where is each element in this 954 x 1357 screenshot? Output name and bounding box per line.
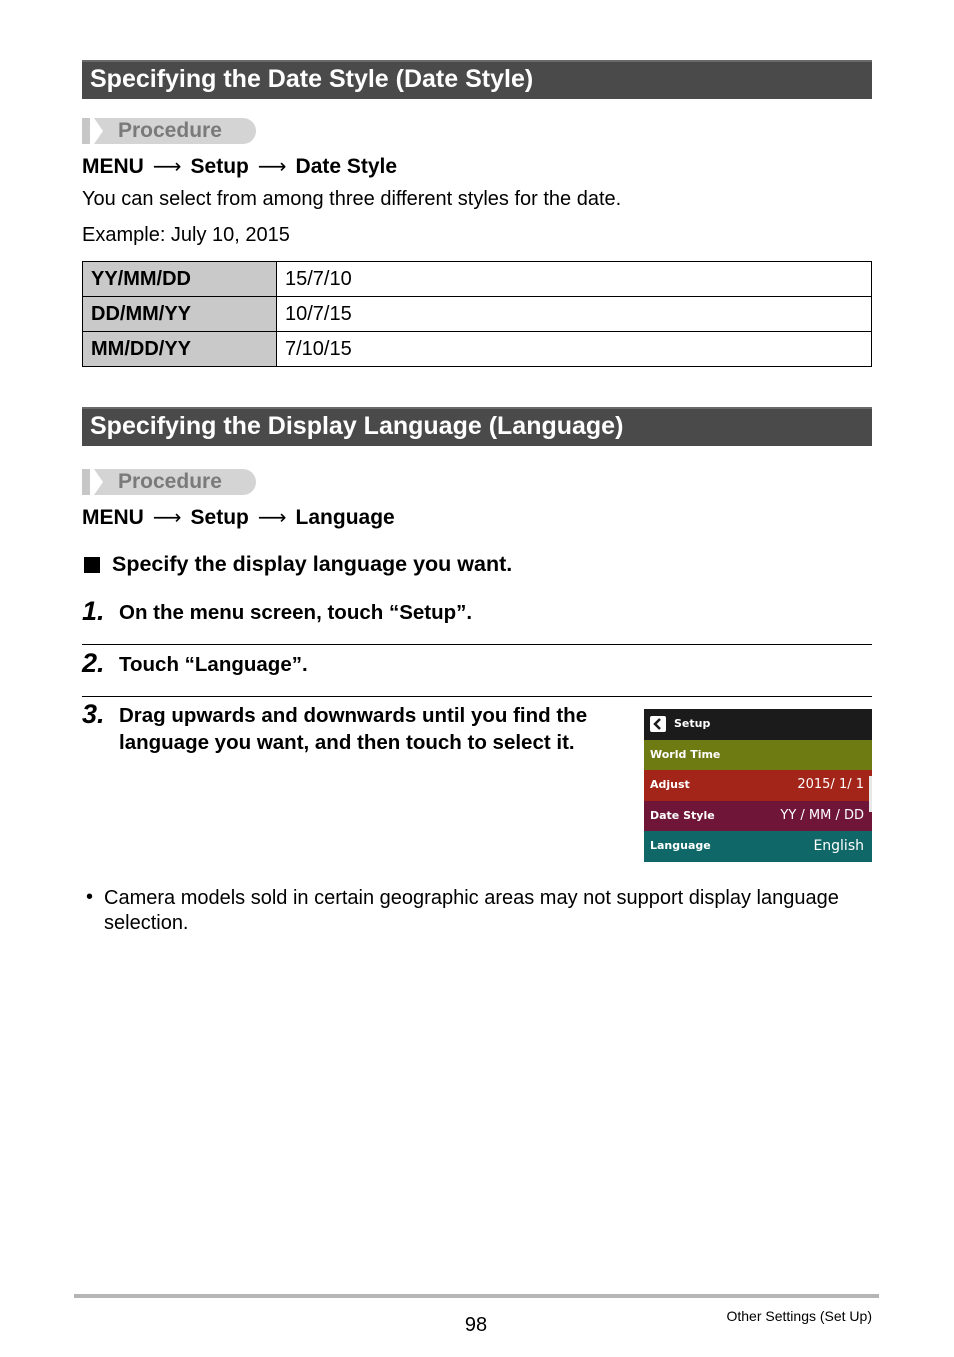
camera-row-date-style bbox=[644, 801, 872, 832]
procedure-badge bbox=[82, 469, 256, 495]
date-style-table bbox=[82, 261, 872, 367]
bullet-icon: • bbox=[86, 886, 94, 908]
menu-path-step: Language bbox=[295, 506, 395, 529]
table-cell-value: 15/7/10 bbox=[277, 262, 872, 297]
menu-path-date-style bbox=[82, 154, 397, 179]
menu-path-step: MENU bbox=[82, 506, 144, 529]
footer-section-name: Other Settings (Set Up) bbox=[726, 1308, 872, 1324]
step-text: Drag upwards and downwards until you find the language you want, and then touch to select it. bbox=[119, 704, 588, 754]
table-row bbox=[83, 332, 872, 367]
menu-path-language bbox=[82, 505, 395, 530]
camera-row-world-time bbox=[644, 740, 872, 771]
arrow-right-icon: ⟶ bbox=[257, 507, 287, 529]
camera-header-title: Setup bbox=[674, 717, 711, 730]
page-number: 98 bbox=[464, 1314, 488, 1336]
divider bbox=[82, 644, 872, 645]
arrow-right-icon: ⟶ bbox=[257, 156, 287, 178]
language-note: Camera models sold in certain geographic areas may not support display language selection. bbox=[104, 887, 839, 934]
camera-row-value: 2015/ 1/ 1 bbox=[797, 777, 864, 793]
date-style-description: You can select from among three different styles for the date. bbox=[82, 188, 622, 210]
section-title-date-style: Specifying the Date Style (Date Style) bbox=[82, 60, 872, 99]
camera-row-adjust bbox=[644, 770, 872, 801]
procedure-label: Procedure bbox=[118, 470, 222, 493]
table-row bbox=[83, 262, 872, 297]
procedure-badge bbox=[82, 118, 256, 144]
camera-row-value: YY / MM / DD bbox=[780, 807, 864, 823]
subheading: Specify the display language you want. bbox=[112, 552, 513, 576]
camera-row-label: World Time bbox=[650, 747, 721, 761]
step-number: 3. bbox=[82, 699, 105, 729]
step-number: 1. bbox=[82, 596, 105, 626]
step-number: 2. bbox=[82, 648, 105, 678]
menu-path-step: Setup bbox=[190, 155, 249, 178]
table-cell-value: 10/7/15 bbox=[277, 297, 872, 332]
date-style-example: Example: July 10, 2015 bbox=[82, 224, 290, 246]
scrollbar-indicator bbox=[869, 776, 872, 812]
camera-setup-screen bbox=[644, 709, 872, 862]
table-row bbox=[83, 297, 872, 332]
back-icon bbox=[650, 716, 666, 732]
table-cell-value: 7/10/15 bbox=[277, 332, 872, 367]
camera-header bbox=[644, 709, 872, 740]
square-bullet-icon bbox=[84, 557, 100, 573]
menu-path-step: Setup bbox=[190, 506, 249, 529]
camera-row-value: English bbox=[813, 838, 864, 855]
camera-row-language bbox=[644, 831, 872, 862]
table-cell-style: YY/MM/DD bbox=[83, 262, 277, 297]
camera-row-label: Date Style bbox=[650, 808, 715, 822]
step-text: On the menu screen, touch “Setup”. bbox=[119, 601, 473, 624]
section-title-language: Specifying the Display Language (Language) bbox=[82, 407, 872, 446]
arrow-right-icon: ⟶ bbox=[152, 507, 182, 529]
arrow-right-icon: ⟶ bbox=[152, 156, 182, 178]
menu-path-step: MENU bbox=[82, 155, 144, 178]
table-cell-style: MM/DD/YY bbox=[83, 332, 277, 367]
table-cell-style: DD/MM/YY bbox=[83, 297, 277, 332]
menu-path-step: Date Style bbox=[295, 155, 398, 178]
divider bbox=[82, 696, 872, 697]
footer-divider bbox=[74, 1294, 879, 1298]
camera-row-label: Adjust bbox=[650, 778, 690, 792]
step-text: Touch “Language”. bbox=[119, 653, 308, 676]
procedure-label: Procedure bbox=[118, 119, 222, 142]
camera-row-label: Language bbox=[650, 839, 711, 853]
